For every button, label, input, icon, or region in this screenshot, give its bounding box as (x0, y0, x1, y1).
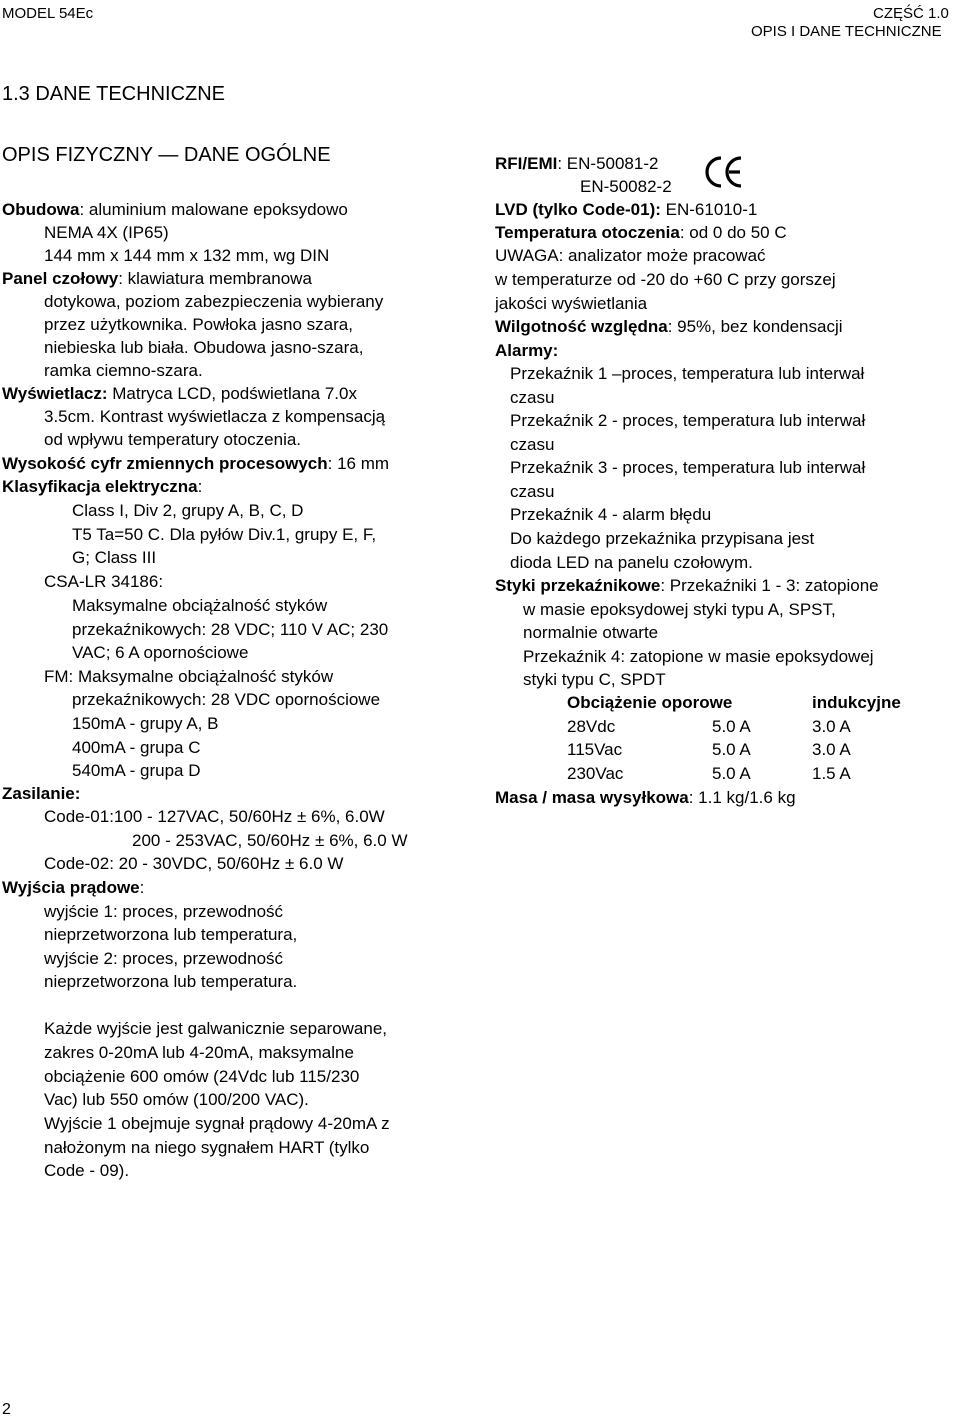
klasyfikacja-line-2: T5 Ta=50 C. Dla pyłów Div.1, grupy E, F, (72, 525, 377, 544)
alarm-line-4: Przekaźnik 4 - alarm błędu (510, 505, 712, 524)
rfi-label: RFI/EMI (495, 154, 558, 173)
klasyfikacja-line-1: Class I, Div 2, grupy A, B, C, D (72, 501, 304, 520)
paragraph-line-6: nałożonym na niego sygnałem HART (tylko (44, 1138, 370, 1157)
klasyfikacja-value: : (197, 477, 203, 496)
header-part: CZĘŚĆ 1.0 (873, 5, 949, 22)
klasyfikacja-label: Klasyfikacja elektryczna (2, 477, 198, 496)
panel-line-5: ramka ciemno-szara. (44, 361, 203, 380)
wyswietlacz-line (2, 385, 357, 402)
wyjscia-line-3: wyjście 2: proces, przewodność (44, 949, 284, 968)
csa-line: CSA-LR 34186: (44, 572, 164, 591)
ce-mark-graphic (703, 154, 745, 190)
alarmy-label: Alarmy: (495, 341, 559, 360)
obudowa-line (2, 201, 348, 218)
wilgotnosc-value: : 95%, bez kondensacji (667, 317, 843, 336)
temperatura-value: : od 0 do 50 C (679, 223, 787, 242)
paragraph-line-2: zakres 0-20mA lub 4-20mA, maksymalne (44, 1043, 354, 1062)
wyjscia-value: : (139, 878, 145, 897)
alarm-line-1b: czasu (510, 388, 555, 407)
alarm-line-3b: czasu (510, 482, 555, 501)
panel-label: Panel czołowy (2, 269, 119, 288)
wyjscia-line-1: wyjście 1: proces, przewodność (44, 902, 284, 921)
alarm-line-2b: czasu (510, 435, 555, 454)
rfi-line-2: EN-50082-2 (580, 177, 672, 196)
rfi-value: : EN-50081-2 (557, 154, 659, 173)
table-row-inductive: 3.0 A (812, 717, 851, 736)
styki-value: : Przekaźniki 1 - 3: zatopione (660, 576, 879, 595)
zasilanie-line-3: Code-02: 20 - 30VDC, 50/60Hz ± 6.0 W (44, 854, 344, 873)
zasilanie-line-1: Code-01:100 - 127VAC, 50/60Hz ± 6%, 6.0W (44, 807, 385, 826)
klasyfikacja-line-3: G; Class III (72, 548, 157, 567)
csa-line-2: przekaźnikowych: 28 VDC; 110 V AC; 230 (72, 620, 389, 639)
alarm-line-3: Przekaźnik 3 - proces, temperatura lub interwał (510, 458, 866, 477)
table-row-resistive: 5.0 A (712, 764, 751, 783)
wyjscia-label: Wyjścia prądowe (2, 878, 140, 897)
wyswietlacz-line-2: 3.5cm. Kontrast wyświetlacza z kompensacją (44, 407, 386, 426)
table-row-voltage: 28Vdc (567, 717, 616, 736)
paragraph-line-1: Każde wyjście jest galwanicznie separowane, (44, 1019, 388, 1038)
alarm-line-2: Przekaźnik 2 - proces, temperatura lub interwał (510, 411, 866, 430)
wilgotnosc-label: Wilgotność względna (495, 317, 668, 336)
obudowa-value: : aluminium malowane epoksydowo (79, 200, 348, 219)
table-row-resistive: 5.0 A (712, 717, 751, 736)
alarm-line-5: Do każdego przekaźnika przypisana jest (510, 529, 815, 548)
fm-line-4: 400mA - grupa C (72, 738, 201, 757)
fm-line-2: przekaźnikowych: 28 VDC opornościowe (72, 690, 381, 709)
paragraph-line-4: Vac) lub 550 omów (100/200 VAC). (44, 1090, 309, 1109)
styki-line-4: Przekaźnik 4: zatopione w masie epoksydowej (523, 647, 874, 666)
uwaga-line-2: w temperaturze od -20 do +60 C przy gorszej (495, 270, 836, 289)
masa-line (495, 789, 796, 806)
table-row-resistive: 5.0 A (712, 740, 751, 759)
temperatura-line (495, 224, 787, 241)
lvd-line (495, 201, 757, 218)
nema-line: NEMA 4X (IP65) (44, 223, 169, 242)
paragraph-line-7: Code - 09). (44, 1161, 130, 1180)
obudowa-label: Obudowa (2, 200, 80, 219)
temperatura-label: Temperatura otoczenia (495, 223, 680, 242)
masa-label: Masa / masa wysyłkowa (495, 788, 689, 807)
header-section: OPIS I DANE TECHNICZNE (751, 23, 942, 40)
uwaga-line-3: jakości wyświetlania (495, 294, 648, 313)
wyswietlacz-line-3: od wpływu temperatury otoczenia. (44, 430, 302, 449)
panel-line-4: niebieska lub biała. Obudowa jasno-szara, (44, 338, 364, 357)
uwaga-line-1: UWAGA: analizator może pracować (495, 246, 766, 265)
styki-label: Styki przekaźnikowe (495, 576, 661, 595)
ce-mark-icon (703, 154, 745, 190)
styki-line (495, 577, 879, 594)
klasyfikacja-line (2, 478, 202, 495)
header-model: MODEL 54Ec (2, 5, 94, 22)
table-row-inductive: 1.5 A (812, 764, 851, 783)
wyjscia-line (2, 879, 144, 896)
lvd-value: EN-61010-1 (660, 200, 758, 219)
dims-line: 144 mm x 144 mm x 132 mm, wg DIN (44, 246, 330, 265)
styki-line-2: w masie epoksydowej styki typu A, SPST, (523, 600, 836, 619)
csa-line-1: Maksymalne obciążalność styków (72, 596, 328, 615)
subtitle: OPIS FIZYCZNY — DANE OGÓLNE (2, 144, 331, 166)
fm-line-1: FM: Maksymalne obciążalność styków (44, 667, 334, 686)
panel-value: : klawiatura membranowa (118, 269, 312, 288)
zasilanie-label: Zasilanie: (2, 784, 81, 803)
wyswietlacz-label: Wyświetlacz: (2, 384, 108, 403)
alarm-line-1: Przekaźnik 1 –proces, temperatura lub interwał (510, 364, 865, 383)
wysokosc-value: : 16 mm (327, 454, 390, 473)
fm-line-3: 150mA - grupy A, B (72, 714, 219, 733)
table-row-voltage: 230Vac (567, 764, 624, 783)
paragraph-line-3: obciążenie 600 omów (24Vdc lub 115/230 (44, 1067, 360, 1086)
wysokosc-label: Wysokość cyfr zmiennych procesowych (2, 454, 328, 473)
wysokosc-line (2, 455, 389, 472)
alarm-line-6: dioda LED na panelu czołowym. (510, 553, 753, 572)
rfi-line (495, 155, 658, 172)
table-row-inductive: 3.0 A (812, 740, 851, 759)
panel-line (2, 270, 312, 287)
section-title: 1.3 DANE TECHNICZNE (2, 83, 226, 105)
styki-line-3: normalnie otwarte (523, 623, 659, 642)
zasilanie-line-2: 200 - 253VAC, 50/60Hz ± 6%, 6.0 W (132, 831, 408, 850)
wyjscia-line-4: nieprzetworzona lub temperatura. (44, 972, 298, 991)
fm-line-5: 540mA - grupa D (72, 761, 201, 780)
table-row-voltage: 115Vac (567, 740, 623, 759)
styki-line-5: styki typu C, SPDT (523, 670, 666, 689)
page-number: 2 (2, 1401, 11, 1418)
paragraph-line-5: Wyjście 1 obejmuje sygnał prądowy 4-20mA z (44, 1114, 390, 1133)
table-header-resistive: Obciążenie oporowe (567, 693, 733, 712)
csa-line-3: VAC; 6 A opornościowe (72, 643, 249, 662)
masa-value: : 1.1 kg/1.6 kg (688, 788, 796, 807)
panel-line-3: przez użytkownika. Powłoka jasno szara, (44, 315, 353, 334)
panel-line-2: dotykowa, poziom zabezpieczenia wybierany (44, 292, 384, 311)
wilgotnosc-line (495, 318, 843, 335)
table-header-inductive: indukcyjne (812, 693, 901, 712)
wyswietlacz-value: Matryca LCD, podświetlana 7.0x (107, 384, 357, 403)
lvd-label: LVD (tylko Code-01): (495, 200, 661, 219)
wyjscia-line-2: nieprzetworzona lub temperatura, (44, 925, 298, 944)
